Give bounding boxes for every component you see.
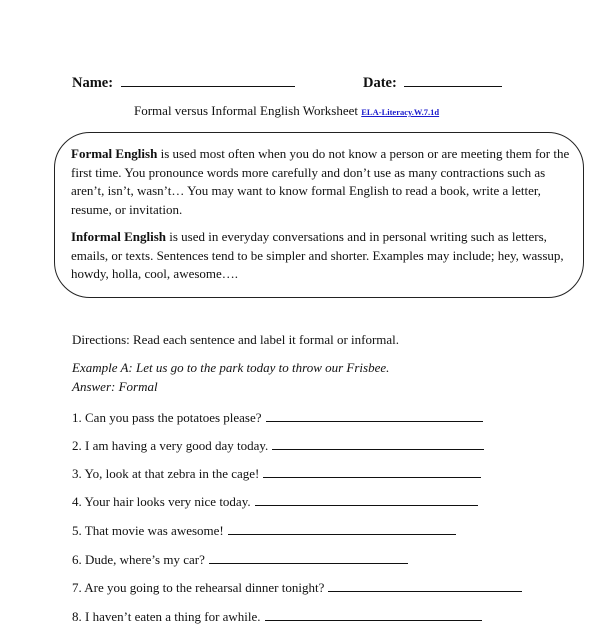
formal-definition — [71, 145, 571, 219]
question-item — [72, 435, 484, 454]
example-answer: Answer: Formal — [72, 379, 158, 394]
directions: Directions: Read each sentence and label it formal or informal. — [72, 332, 400, 347]
question-text: 7. Are you going to the rehearsal dinner tonight? — [72, 580, 325, 595]
question-item — [72, 549, 408, 568]
question-text: 8. I haven’t eaten a thing for awhile. — [72, 609, 261, 624]
question-item — [72, 491, 478, 510]
answer-blank[interactable] — [265, 606, 482, 621]
answer-blank[interactable] — [228, 520, 456, 535]
answer-blank[interactable] — [328, 577, 522, 592]
answer-blank[interactable] — [255, 491, 478, 506]
question-text: 1. Can you pass the potatoes please? — [72, 410, 262, 425]
name-blank — [121, 72, 295, 87]
example-sentence: Example A: Let us go to the park today to throw our Frisbee. — [72, 360, 390, 375]
date-blank — [404, 72, 502, 87]
question-item — [72, 520, 456, 539]
question-text: 6. Dude, where’s my car? — [72, 552, 205, 567]
standard-link[interactable]: ELA-Literacy.W.7.1d — [361, 107, 440, 117]
date-label: Date: — [363, 75, 397, 91]
question-text: 3. Yo, look at that zebra in the cage! — [72, 466, 260, 481]
informal-definition — [71, 228, 571, 284]
informal-term: Informal English — [71, 229, 166, 244]
formal-text: is used most often when you do not know a person or are meeting them for the first time. You pronounce words more carefully and don’t use as many contractions such as aren’t, isn’t, wasn’t… You may want to know formal English to read a book, write a letter, resume, or invitation. — [71, 146, 570, 217]
answer-blank[interactable] — [266, 407, 483, 422]
informal-text: is used in everyday conversations and in personal writing such as letters, emails, or texts. Sentences tend to be simpler and shorter. Examples may include; hey, wassup, howdy, holla, cool, awesome…. — [71, 229, 564, 281]
question-text: 5. That movie was awesome! — [72, 523, 224, 538]
date-field — [363, 72, 502, 92]
name-field — [72, 72, 295, 92]
question-text: 4. Your hair looks very nice today. — [72, 494, 251, 509]
question-item — [72, 407, 483, 426]
formal-term: Formal English — [71, 146, 158, 161]
answer-blank[interactable] — [209, 549, 408, 564]
answer-blank[interactable] — [272, 435, 484, 450]
question-item — [72, 463, 481, 482]
worksheet-title-text: Formal versus Informal English Worksheet — [134, 103, 359, 118]
name-label: Name: — [72, 75, 114, 91]
worksheet-title — [134, 103, 439, 119]
question-item — [72, 577, 522, 596]
question-item — [72, 606, 482, 625]
question-text: 2. I am having a very good day today. — [72, 438, 269, 453]
answer-blank[interactable] — [263, 463, 481, 478]
